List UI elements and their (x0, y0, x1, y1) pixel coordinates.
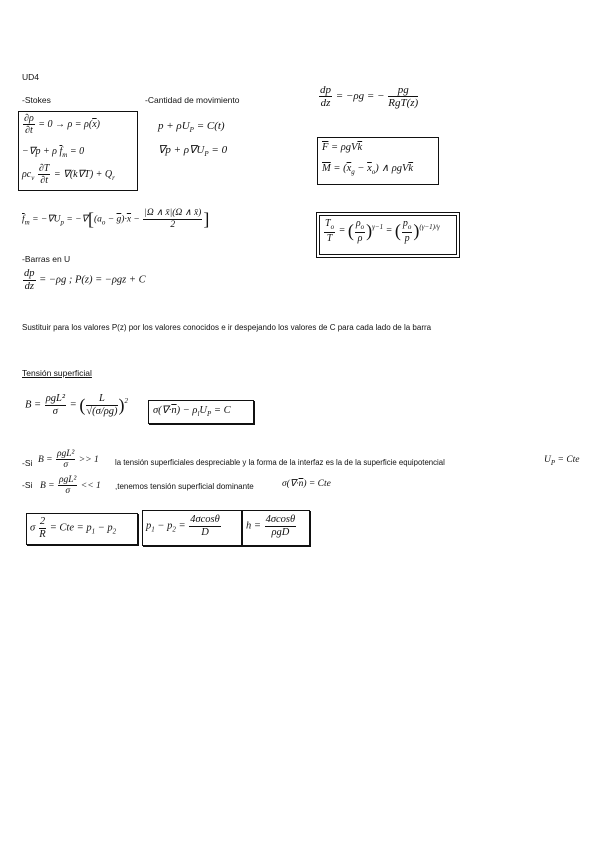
eq-cant-1: $p + \rho U_P = C(t)$ (158, 120, 225, 135)
section-barras: -Barras en U (22, 254, 71, 264)
section-tension: Tensión superficial (22, 368, 92, 378)
eq-bond: B = $\frac{\text{ρgL²}}{\sigma}$ = ( $\frac{L}{√(\sigma/\rho g)}$ )$^2$ (25, 393, 129, 417)
paragraph-sustituir: Sustituir para los valores P(z) por los valores conocidos e ir despejando los valores de C para cada lado de la barra (22, 323, 432, 332)
eq-force-2: $\overline{M} = (\overline{x}_g - \overline{x}_o)$ ∧ $\rho gV\overline{k}$ (322, 163, 414, 177)
si1-text: la tensión superficiales despreciable y la forma de la interfaz es la de la superficie equipotencial (115, 458, 445, 467)
eq-ratio: $\frac{T_o}{T}$ = ( $\frac{\rho_o}{\rho}$ )$^{\gamma-1}$ = ( $\frac{p_o}{p}$ )$^{(\gamma-1)/\gamma}$ (325, 218, 440, 244)
unit-title: UD4 (22, 72, 40, 82)
eq-sigma-box: $\sigma(\nabla\cdot\overline{n}) - \rho_lU_P = C$ (153, 405, 231, 419)
eq-si2: $\sigma(\nabla\cdot\overline{n})$ = Cte (282, 479, 331, 489)
si2-prefix: -Si (22, 480, 33, 490)
eq-barras: $\frac{dp}{dz}$ = −ρg ; P(z) = −ρgz + C (24, 268, 146, 292)
eq-fm: $\overline{f}_m = -\nabla U_p = -\nabla[(a_o - \overline{g})\cdot\overline{x}$ − $\frac{|\Omega \wedge x̄|(\Omega \wedge x̄)}{2}$ ] (22, 208, 210, 230)
section-stokes: -Stokes (22, 95, 51, 105)
eq-si1-up: $U_P$ = Cte (544, 455, 580, 467)
eq-force-1: $\overline{F} = \rho gV\overline{k}$ (322, 142, 363, 153)
eq-final-3: h = $\frac{4\sigma\cos\theta}{\text{ρgD}}$ (246, 514, 296, 538)
eq-cant-2: $\nabla p + \rho\nabla U_P = 0$ (158, 144, 228, 159)
eq-stokes-3: $\rho c_v$ $\frac{\partial T}{\partial t}$ = $\nabla(k\nabla T) + Q_r$ (22, 163, 115, 186)
eq-final-2: $p_1 - p_2$ = $\frac{4\sigma\cos\theta}{D}$ (146, 514, 220, 538)
eq-stokes-2: −∇p + ρ $\overline{f}_m = 0$ (22, 146, 85, 159)
eq-si1-cond: B = $\frac{\text{ρgL²}}{\sigma}$ >> 1 (38, 449, 99, 471)
eq-final-1: σ $\frac{2}{R}$ = Cte = $p_1 - p_2$ (30, 516, 117, 540)
section-cantidad: -Cantidad de movimiento (145, 95, 240, 105)
eq-si2-cond: B = $\frac{\text{ρgL²}}{\sigma}$ << 1 (40, 475, 101, 497)
eq-dpdz-top: $\frac{dp}{dz}$ = −ρg = − $\frac{pg}{\text{RgT(z)}}$ (320, 84, 419, 110)
si1-prefix: -Si (22, 458, 33, 468)
si2-text: ,tenemos tensión superficial dominante (115, 482, 254, 491)
eq-stokes-1: $\frac{\partial\rho}{\partial t}$ = $0 \to \rho = \rho(\overline{x})$ (24, 113, 100, 136)
